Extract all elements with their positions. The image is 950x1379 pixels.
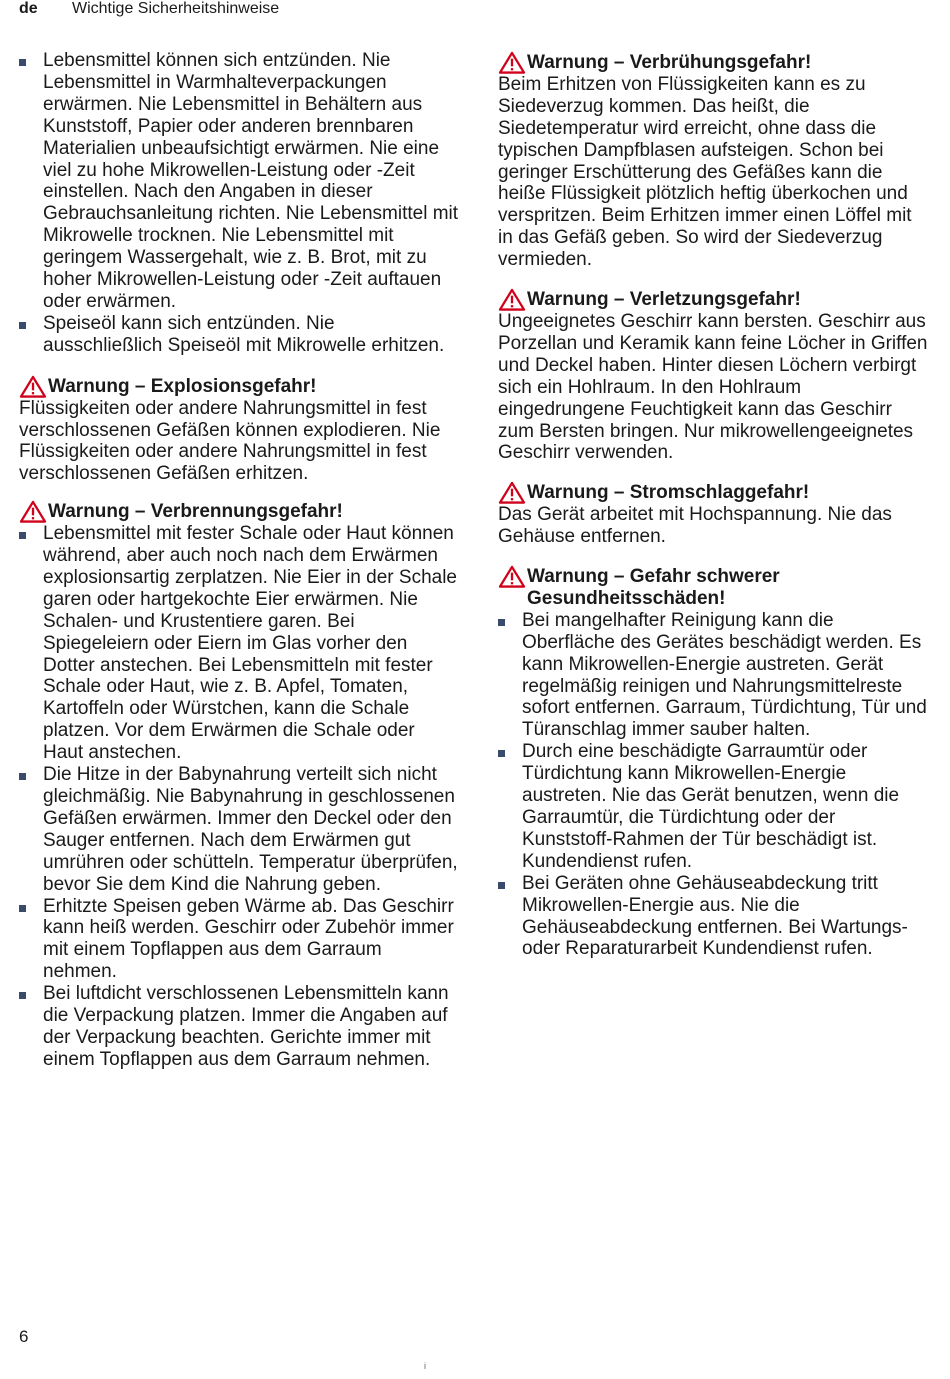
health-hazard-list (498, 610, 928, 961)
warning-title: Warnung – Verbrennungsgefahr! (19, 501, 459, 523)
warning-triangle-icon (19, 500, 47, 523)
list-item: Bei Geräten ohne Gehäuseabdeckung tritt Mikrowellen-Energie aus. Nie die Gehäuseabdeckung entfernen. Bei Wartungs- oder Reparaturarbeit Kundendienst rufen. (498, 873, 928, 961)
burn-hazard-list (19, 523, 459, 1071)
list-item: Lebensmittel mit fester Schale oder Haut können während, aber auch noch nach dem Erwärmen explosionsartig zerplatzen. Nie Eier in der Schale garen oder hartgekochte Eier erwärmen. Nie Schalen- und Krustentiere garen. Bei Spiegeleiern oder Eiern im Glas vorher den Dotter anstechen. Bei Lebensmitteln mit fester Schale oder Haut, wie z. B. Apfel, Tomaten, Kartoffeln oder Würstchen, kann die Schale platzen. Vor dem Erwärmen die Schale oder Haut anstechen. (19, 523, 459, 764)
warning-explosion (19, 376, 459, 486)
bullet-square (19, 532, 26, 539)
warning-electric-shock (498, 482, 928, 548)
fire-hazard-list (19, 50, 459, 357)
warning-text: Flüssigkeiten oder andere Nahrungsmittel in fest verschlossenen Gefäßen können explodieren. Nie Flüssigkeiten oder andere Nahrungsmittel in fest verschlossenen Gefäßen erhitzen. (19, 397, 441, 485)
warning-title: Warnung – Stromschlaggefahr! (498, 482, 928, 504)
list-item: Bei mangelhafter Reinigung kann die Oberfläche des Gerätes beschädigt werden. Es kann Mikrowellen-Energie austreten. Gerät regelmäßig reinigen und Nahrungsmittelreste sofort entfernen. Garraum, Türdichtung, Tür und Türanschlag immer sauber halten. (498, 610, 928, 741)
warning-injury (498, 289, 928, 464)
warning-health (498, 566, 928, 960)
bullet-square (19, 992, 26, 999)
warning-triangle-icon (498, 51, 526, 74)
list-item: Die Hitze in der Babynahrung verteilt sich nicht gleichmäßig. Nie Babynahrung in geschlossenen Gefäßen erwärmen. Immer den Deckel oder den Sauger entfernen. Nach dem Erwärmen gut umrühren oder schütteln. Temperatur überprüfen, bevor Sie dem Kind die Nahrung geben. (19, 764, 459, 895)
bullet-square (498, 619, 505, 626)
list-item: Lebensmittel können sich entzünden. Nie Lebensmittel in Warmhalteverpackungen erwärmen. Nie Lebensmittel in Behältern aus Kunststoff, Papier oder anderen brennbaren Materialien unbeaufsichtigt erwärmen. Nie eine viel zu hohe Mikrowellen-Leistung oder -Zeit einstellen. Nach den Angaben in dieser Gebrauchsanleitung richten. Nie Lebensmittel mit Mikrowelle trocknen. Nie Lebensmittel mit geringem Wassergehalt, wie z. B. Brot, mit zu hoher Mikrowellen-Leistung oder -Zeit auftauen oder erwärmen. (19, 50, 459, 313)
warning-title: Warnung – Verbrühungsgefahr! (498, 52, 928, 74)
language-code: de (19, 0, 38, 17)
right-column (498, 50, 928, 960)
warning-triangle-icon (19, 375, 47, 398)
warning-title: Warnung – Explosionsgefahr! (19, 376, 459, 398)
list-item: Bei luftdicht verschlossenen Lebensmitteln kann die Verpackung platzen. Immer die Angaben auf der Verpackung beachten. Gerichte immer mit einem Topflappen aus dem Garraum nehmen. (19, 983, 459, 1071)
left-column (19, 50, 459, 1071)
warning-title: Warnung – Gefahr schwerer Gesundheitsschäden! (498, 566, 928, 610)
list-item: Durch eine beschädigte Garraumtür oder Türdichtung kann Mikrowellen-Energie austreten. Nie das Gerät benutzen, wenn die Garraumtür, die Türdichtung oder der Kunststoff-Rahmen der Tür beschädigt ist. Kundendienst rufen. (498, 741, 928, 872)
warning-burn (19, 501, 459, 1071)
bullet-square (19, 322, 26, 329)
warning-scald (498, 52, 928, 271)
bullet-square (19, 59, 26, 66)
warning-triangle-icon (498, 565, 526, 588)
bullet-square (498, 750, 505, 757)
warning-text: Beim Erhitzen von Flüssigkeiten kann es zu Siedeverzug kommen. Das heißt, die Siedetemperatur wird erreicht, ohne dass die typischen Dampfblasen aufsteigen. Schon bei geringer Erschütterung des Gefäßes kann die heiße Flüssigkeit plötzlich heftig überkochen und verspritzen. Beim Erhitzen immer einen Löffel mit in das Gefäß geben. So wird der Siedeverzug vermieden. (498, 73, 912, 271)
bullet-square (498, 882, 505, 889)
warning-text: Das Gerät arbeitet mit Hochspannung. Nie das Gehäuse entfernen. (498, 504, 892, 548)
page-number: 6 (19, 1327, 29, 1346)
list-item: Speiseöl kann sich entzünden. Nie ausschließlich Speiseöl mit Mikrowelle erhitzen. (19, 313, 459, 357)
bullet-square (19, 773, 26, 780)
footer-mark: i (424, 1361, 426, 1371)
warning-text: Ungeeignetes Geschirr kann bersten. Geschirr aus Porzellan und Keramik kann feine Löcher in Griffen und Deckel haben. Hinter diesen Löchern verbirgt sich ein Hohlraum. In den Hohlraum eingedrungene Feuchtigkeit kann das Geschirr zum Bersten bringen. Nur mikrowellengeeignetes Geschirr verwenden. (498, 310, 928, 464)
section-title: Wichtige Sicherheitshinweise (72, 0, 280, 17)
bullet-square (19, 905, 26, 912)
list-item: Erhitzte Speisen geben Wärme ab. Das Geschirr kann heiß werden. Geschirr oder Zubehör immer mit einem Topflappen aus dem Garraum nehmen. (19, 896, 459, 984)
warning-title: Warnung – Verletzungsgefahr! (498, 289, 928, 311)
warning-triangle-icon (498, 288, 526, 311)
warning-triangle-icon (498, 481, 526, 504)
